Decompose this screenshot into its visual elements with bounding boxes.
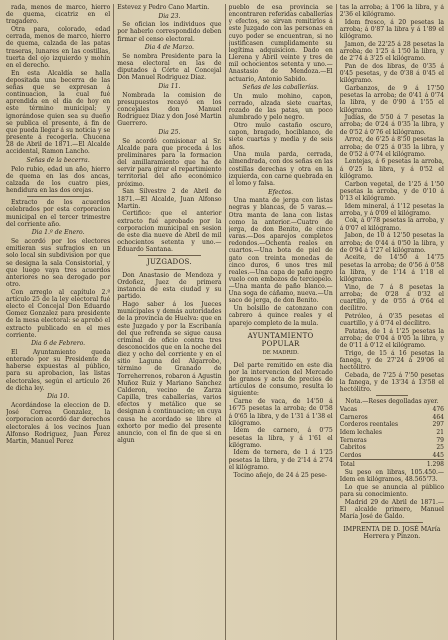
paragraph: Una manta de jerga con listas negras y blancas, de 5 varas.—Otra manta de lana con listas como la anterior.—Cuatro de jerga, de don Benito, de cinco varas.—Dos aparejos completos redondos.—Ochenta reales en cuartos.—Una bota de piel de gato con treinta monedas de cinco duros, 6 unos tres mil reales.—Una capa de paño negro vuelo con embozos de terciopelo.—Una manta de paño blanco.—Una soga de cáñamo, nueva.—Un saco de jerga, de don Benito. xyxy=(228,197,333,305)
paragraph: Idem mineral, á 1'12 pesetas la arroba, y á 0'09 el kilógramo. xyxy=(339,202,444,217)
paragraph: Pan de dos libras, de 0'35 á 0'45 pesetas, y de 0'38 á 0'45 el kilógramo. xyxy=(339,63,444,85)
paragraph: Idem de ternera, de 1 á 1'25 pesetas la libra, y de 2'14 á 2'74 el kilógramo. xyxy=(228,449,333,471)
paragraph: Jamon, de 22'25 á 28 pesetas la arroba; de 1'25 á 1'50 la libra, y de 2'74 á 3'25 el kilógramo. xyxy=(339,40,444,63)
section-heading: Señas de la becerra. xyxy=(26,156,90,164)
section-divider xyxy=(154,269,185,270)
paragraph: Nombrada la comision de presupuestos recayó en los concejales don Manuel Rodriguez Diaz y don José Martin Guerrero. xyxy=(117,91,222,128)
paragraph: pueblo de esa provincia se encontraren referidas caballerías y efectos, se sirvan remitirlos á este Juzgado con las personas en cuyo poder se encuentran, si no justificasen cumplidamente su legítima adquisicion. Dado en Llerena y Abril veinte y tres de mil ochocientos setenta y uno.—Anastasio de Mendoza.—El actuario, Antonio Sabido. xyxy=(228,4,333,83)
section-heading: Dia 11. xyxy=(158,83,181,91)
paragraph: Se nombra Presidente para la mesa electoral en las de diputados á Córte al Concejal Don Manuel Rodriguez Diaz. xyxy=(117,52,222,82)
paragraph: rada, menos de marco, hierro de quema, cicatriz en el tragadero. xyxy=(6,4,111,26)
column-3 xyxy=(229,4,337,640)
section-divider xyxy=(27,196,90,197)
section-subtitle: DE MADRID. xyxy=(262,349,299,356)
paragraph: Un mulo mohino, capon, cerrado, alzada siete cuartas, rozado de las patas, un poco alumbrado y pelo negro. xyxy=(228,92,333,122)
paragraph: Estevez y Pedro Cano Martin. xyxy=(117,4,210,11)
paragraph: Madrid 29 de Abril de 1871.—El alcalde primero, Manuel María José de Galdo. xyxy=(339,498,444,520)
table-row xyxy=(340,429,444,437)
paragraph: Pelo rubio, edad un año, hierro de quema en las dos ancas, calzada de los cuatro pies, hendidura en las dos orejas. xyxy=(6,165,111,195)
paragraph: En esta Alcaldía se halla depositada una becerra de las señas que se expresan á continuacion, la cual fué aprendida en el dia de hoy en este término municipal; y ignorándose quien sea su dueño se publica el presente, á fin de que pueda llegar á su noticia y se presente á recogerla. Chucena 28 de Abril de 1871.—El Alcalde accidental, Ramon Lancho. xyxy=(6,69,111,156)
table-caption: Nota.—Reses degolladas ayer. xyxy=(345,398,439,406)
paragraph: El Ayuntamiento queda enterado por su Presidente de haberse expuestas al público, para su aprobacion, las listas electorales, según el artículo 26 de dicha ley. xyxy=(6,348,111,392)
section-heading: Dia 6 de Febrero. xyxy=(31,340,86,348)
table-row xyxy=(340,421,444,429)
row-label: Idem lechales xyxy=(339,428,382,436)
paragraph: Acordándose la eleccion de D. José Correa Gonzalez, la corporacion acordó dar derechos electorales á los vecinos Juan Alfonso Rodriguez, Juan Perez Martin, Manuel Perez xyxy=(6,402,111,445)
total-label: Total xyxy=(340,460,421,469)
row-value: 464 xyxy=(432,413,444,421)
row-value: 445 xyxy=(432,451,444,459)
paragraph: Patatas, de 1 á 1'25 pesetas la arroba; de 0'04 á 0'05 la libra, y de 0'11 á 0'12 el kilógramo. xyxy=(339,327,444,350)
row-value: 297 xyxy=(432,421,444,429)
paragraph: Se ofician los individuos que por haberlo correspondido deben firmar el censo electoral. xyxy=(117,21,222,43)
paragraph: Certifico: que el anterior extracto fué aprobado por la corporacion municipal en sesion de este dia nueve de Abril de mil ochocientos setenta y uno.—Eduardo Santana. xyxy=(117,210,222,254)
paragraph: Petróleo, á 0'35 pesetas el cuartillo, y á 0'74 el decílitro. xyxy=(339,312,444,328)
paragraph: Carbon vegetal, de 1'25 á 1'50 pesetas la arroba, y de 0'10 á 0'13 el kilógramo. xyxy=(339,180,444,202)
paragraph: Se acordó comisionar al Sr. Alcalde para que proceda á los preliminares para la formacion del amillaramiento que ha de servir para girar el repartimiento territorial del año económico próximo. xyxy=(117,137,222,188)
paragraph: Hago saber á los Jueces municipales y demás autoridades de la provincia de Huelva: que en este Juzgado y por la Escribanía del que refrenda se sigue causa criminal de oficio contra tres desconocidos que en la noche del diez y ocho del corriente y en el sitio Laguna del Algarrobo, término de Granado de Torreherrenos, robaron á Agustin Muñoz Ruiz y Mariano Sanchez Calderon, vecino de Zarza Capilla, tres caballerías, varios efectos y metálico que se designan á continuacion; en cuya causa he acordado se libre el exhorto por medio del presente anuncio, con el fin de que si en algun xyxy=(117,301,222,445)
column-2 xyxy=(117,4,225,640)
row-value: 21 xyxy=(436,428,444,436)
paragraph: Carne de vaca, de 14'50 á 16'75 pesetas la arroba; de 0'58 á 0'65 la libra, y de 1'31 á 1'38 el kilógramo. xyxy=(228,398,333,427)
row-value: 25 xyxy=(436,444,444,452)
paragraph: Lentejas, á 6 pesetas la arroba, á 0'25 la libra, y á 0'52 el kilógramo. xyxy=(339,158,444,180)
paragraph: tas la arroba; á 1'06 la libra, y á 2'36 el kilógramo. xyxy=(339,4,444,19)
paragraph: Tocino añejo, de 24 á 25 pese- xyxy=(233,471,327,479)
section-heading: Dia 10. xyxy=(47,393,70,401)
livestock-table xyxy=(340,406,444,469)
row-value: 79 xyxy=(436,436,444,444)
section-title: JUZGADOS. xyxy=(146,258,192,267)
paragraph: Lo que se anuncia al público para su conocimiento. xyxy=(339,483,444,498)
text-columns xyxy=(6,4,444,640)
row-label: Cabritos xyxy=(339,444,366,452)
table-row xyxy=(340,414,444,422)
section-divider xyxy=(249,329,312,330)
row-label: Cerdos xyxy=(339,451,362,459)
section-heading: Dia 25. xyxy=(158,129,181,136)
paragraph: Trigo, de 15 á 16 pesetas la fanega, y de 27'24 á 29'06 el hectólitro. xyxy=(339,349,444,372)
paragraph: Otro mulo castaño oscuro, capon, bragado, hociblanco, de siete cuartas y media y de seis años. xyxy=(228,122,333,151)
row-label: Corderos reentales xyxy=(339,421,399,429)
printer-imprint: IMPRENTA DE D. JOSÉ MAría Herrera y Pinzon. xyxy=(343,526,441,541)
paragraph: Don Anastasio de Mendoza y Ordoñez, Juez de primera instancia de esta ciudad y su partido. xyxy=(117,271,222,301)
paragraph: Garbanzos, de 9 á 17'50 pesetas la arroba; de 0'41 á 0'74 la libra, y de 0'90 á 1'55 el kilógramo. xyxy=(339,85,444,114)
section-divider xyxy=(138,255,201,256)
row-label: Terneras xyxy=(339,436,367,444)
row-label: Vacas xyxy=(339,406,358,414)
paragraph: Arroz, de 6'25 á 8'50 pesetas la arroba; de 0'25 á 0'35 la libra, y de 0'52 á 0'74 el kilógramo. xyxy=(339,136,444,158)
paragraph: San Silvestre 2 de Abril de 1871.—El Alcalde, Juan Alfonso Martin. xyxy=(117,188,222,210)
paragraph: Cebada, de 7'25 á 7'50 pesetas la fanega, y de 13'34 á 13'58 el hectólitro. xyxy=(339,371,444,394)
paragraph: Un bolsillo de catonzano con cabrero á quince reales y el aparejo completo de la mula. xyxy=(228,305,333,327)
section-heading: Efectos. xyxy=(268,188,294,196)
paragraph: Idem fresco, á 20 pesetas la arroba; á 0'87 la libra y á 1'89 el kilógramo. xyxy=(339,18,444,41)
paragraph: Vino, de 7 á 8 pesetas la arroba; de 0'28 á 0'32 el cuartillo, y de 0'55 á 0'64 el decílitro. xyxy=(339,283,444,313)
section-title: AYUNTAMIENTO POPULAR xyxy=(247,331,314,349)
table-row xyxy=(340,406,444,414)
section-heading: Dia 23. xyxy=(158,12,181,20)
paragraph: Idem de carnero, á 0'75 pesetas la libra, y á 1'61 el kilógramo. xyxy=(228,427,333,449)
column-4 xyxy=(340,4,444,640)
section-heading: Dia 1.º de Enero. xyxy=(31,229,85,237)
paragraph: Cok, á 0'78 pesetas la arroba, y á 0'07 el kilógramo. xyxy=(339,217,444,232)
section-divider xyxy=(361,522,424,523)
paragraph: Del parte remitido en este dia por la intervencion del Mercado de granos y acta de precios de artículos de consumo, resulta lo siguiente: xyxy=(228,361,333,398)
row-value: 476 xyxy=(432,406,444,414)
total-value: 1.298 xyxy=(420,460,444,469)
section-heading: Señas de las caballerías. xyxy=(242,84,319,92)
paragraph: Otra para, colorado, edad cerrada, menos de marco, hierro de quema, calzada de las patas traseras, lunares en las costillas, tuerta del ojo izquierdo y mohín en el derecho. xyxy=(6,26,111,69)
table-row xyxy=(340,437,444,445)
table-row xyxy=(340,452,444,460)
paragraph: Extracto de los acuerdos celebrados por esta corporacion municipal en el tercer trimestre del corriente año. xyxy=(6,199,111,228)
row-label: Carneros xyxy=(339,413,368,421)
paragraph: Se acordó por los electores emitieran sus sufragios en un solo local sin subdivision por que se designa la sala Consistorial, y que luego vaya tres acuerdos anteriores no sea derogado por otro. xyxy=(6,238,111,288)
table-total-row xyxy=(340,460,444,469)
section-heading: Dia 4 de Marzo. xyxy=(144,44,194,52)
paragraph: Judías, de 5'50 á 7 pesetas la arroba; de 0'24 á 0'35 la libra, y de 0'52 á 0'76 el kilógramo. xyxy=(339,114,444,136)
paragraph: Con arreglo al capítulo 2.º artículo 25 de la ley electoral fué electo el Concejal Don Eduardo Gomez Gonzalez para presidente de la mesa electoral: se aprobó el extracto publicado en el mes corriente. xyxy=(6,288,111,339)
paragraph: Jabon, de 10 á 12'50 pesetas la arroba; de 0'44 á 0'50 la libra, y de 0'94 á 1'27 el kilógramo. xyxy=(339,232,444,254)
column-1 xyxy=(6,4,114,640)
paragraph: Aceite, de 14'50 á 14'75 pesetas la arroba; de 0'56 á 0'58 la libra, y de 1'14 á 1'18 el kilógramo. xyxy=(339,254,444,283)
section-divider xyxy=(376,395,407,396)
paragraph: Su peso en libras, 105.450.—Idem en kilógramos, 48.565'73. xyxy=(339,468,444,484)
table-row xyxy=(340,444,444,452)
paragraph: Una mula parda, cerrada, almendrada, con dos señas en las costillas derechas y otra en la izquierda, con carne quebrada en el lomo y falsa. xyxy=(228,151,333,187)
section-divider xyxy=(265,359,296,360)
